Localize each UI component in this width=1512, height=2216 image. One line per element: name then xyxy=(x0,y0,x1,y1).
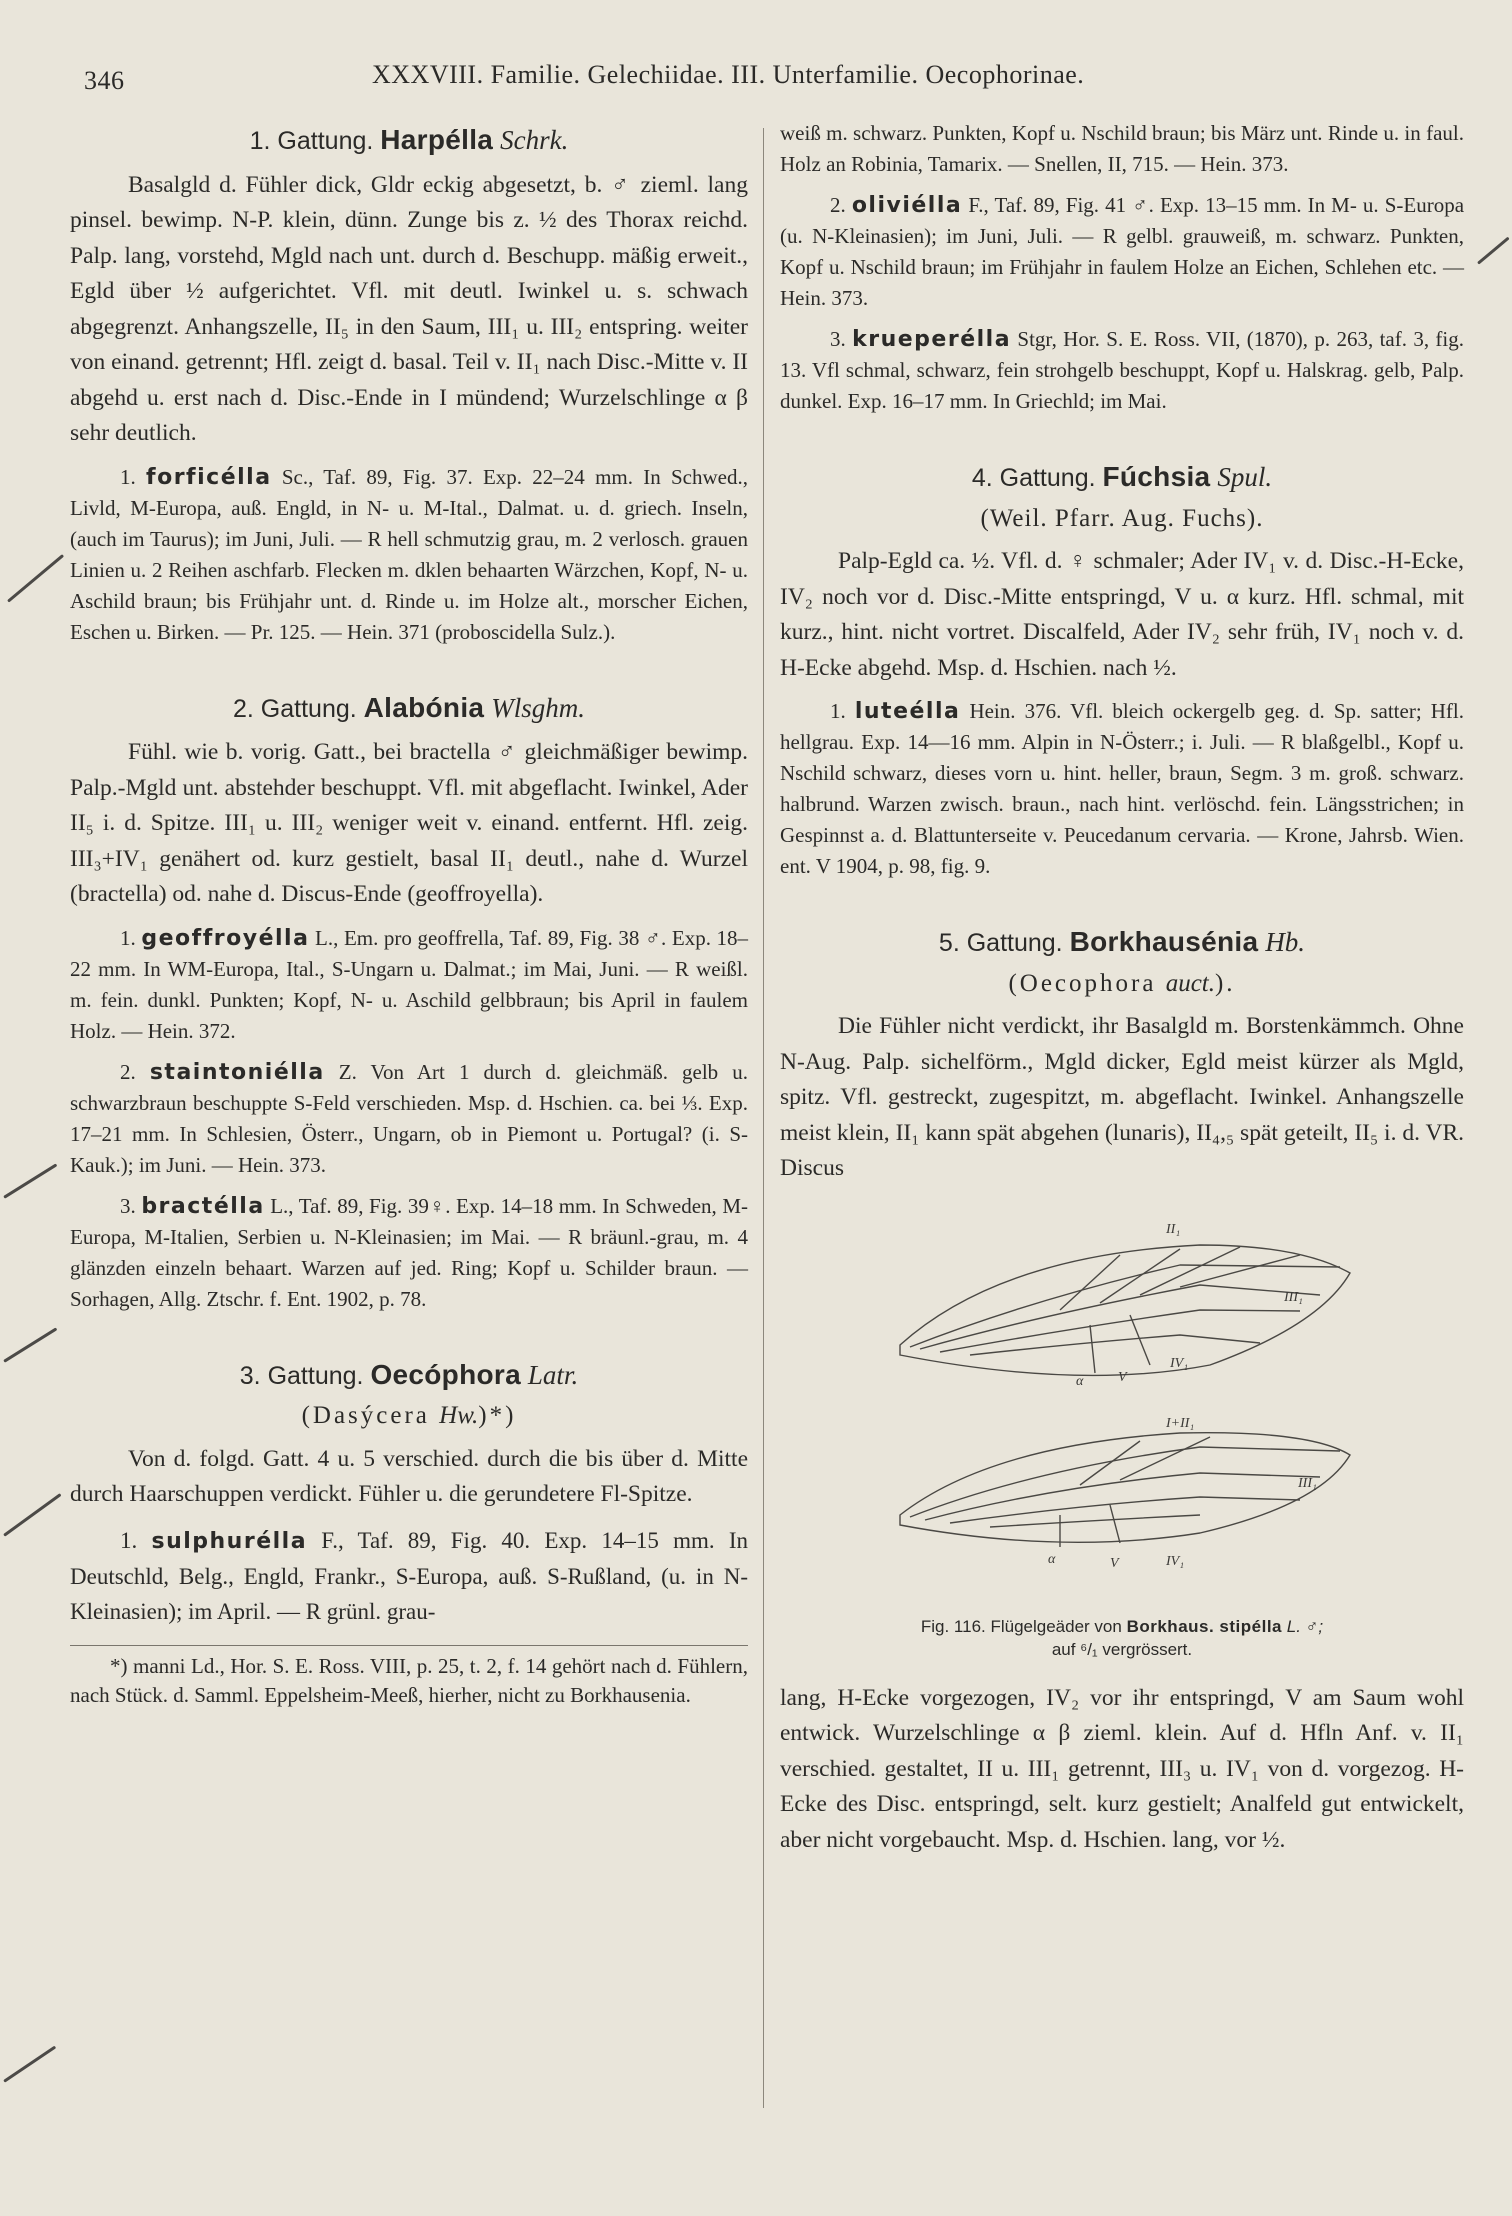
species-entry xyxy=(70,1523,748,1629)
caption-species: Borkhaus. stipélla xyxy=(1126,1616,1283,1636)
genus-number: 3. Gattung. xyxy=(239,1361,364,1390)
right-column xyxy=(780,118,1464,1858)
genus-name: Oecóphora xyxy=(370,1358,521,1390)
figure-caption xyxy=(780,1615,1464,1661)
vein-label: V xyxy=(1110,1555,1119,1571)
vein-label: III₁ xyxy=(1298,1475,1317,1491)
genus-author: Latr. xyxy=(527,1359,579,1390)
genus-name: Alabónia xyxy=(363,691,485,723)
synonym-close: )*) xyxy=(478,1402,517,1429)
species-number: 3. xyxy=(830,327,846,351)
genus-author: Wlsghm. xyxy=(491,692,585,723)
species-number: 1. xyxy=(120,1527,138,1553)
species-name: bractélla xyxy=(141,1193,265,1219)
caption-magnification: auf ⁶/₁ vergrössert. xyxy=(1051,1639,1193,1659)
synonym-author: Hw. xyxy=(439,1402,479,1429)
subtitle-author: auct. xyxy=(1165,969,1215,997)
genus-description: Basalgld d. Fühler dick, Gldr eckig abgesetzt, b. ♂ zieml. lang pinsel. bewimp. N-P. klein, dünn. Zunge bis z. ½ des Thorax reichd. Palp. lang, vorstehd, Mgld nach unt. durch d. Beschupp. mäßig erweit., Egld über ½ aufgerichtet. Vfl. mit deutl. Iwinkel u. s. schwach abgegrenzt. Anhangszelle, II₅ in den Saum, III₁ u. III₂ entspring. weiter von einand. getrennt; Hfl. zeigt d. basal. Teil v. II₁ nach Disc.-Mitte v. II abgehd u. erst nach d. Disc.-Ende in I mündend; Wurzelschlinge α β sehr deutlich. xyxy=(70,171,748,446)
species-name: forficélla xyxy=(146,464,272,490)
wing-venation-drawing xyxy=(880,1215,1380,1597)
species-name: staintoniélla xyxy=(149,1059,325,1085)
vein-label: IV₁ xyxy=(1170,1355,1189,1371)
species-name: sulphurélla xyxy=(151,1528,308,1554)
species-entry xyxy=(70,1057,748,1181)
genus-subtitle xyxy=(780,966,1464,1002)
genus-number: 5. Gattung. xyxy=(938,929,1063,957)
species-text: F., Taf. 89, Fig. 41 ♂. Exp. 13–15 mm. In M- u. S-Europa (u. N-Kleinasien); im Juni, Juli. — R gelbl. grauweiß, m. schwarz. Punkten, Kopf u. Nschild braun; im Frühjahr in faulem Holze an Eichen, Schlehen etc. — Hein. 373. xyxy=(780,193,1465,310)
genus-author: Spul. xyxy=(1217,462,1273,492)
species-text: Sc., Taf. 89, Fig. 37. Exp. 22–24 mm. In Schwed., Livld, M-Europa, auß. Engld, in N- u. M-Ital., Dalmat. u. d. griech. Inseln, (auch im Taurus); im Juni, Juli. — R hell schmutzig grau, m. 2 verlosch. grauen Linien u. 2 Reihen aschfarb. Flecken m. dklen behaarten Wärzchen, Kopf, N- u. Aschild braun; bis Frühjahr unt. d. Rinde u. im Holze alt., morscher Eichen, Eschen u. Birken. — Pr. 125. — Hein. 371 (proboscidella Sulz.). xyxy=(70,464,748,644)
species-text: F., Taf. 89, Fig. 40. Exp. 14–15 mm. In Deutschld, Belg., Engld, Frankr., S-Europa, auß. S-Rußland, (u. in N-Kleinasien); im April. — R grünl. grau- xyxy=(70,1527,749,1624)
species-entry xyxy=(70,462,748,648)
left-column xyxy=(70,118,748,1710)
species-entry xyxy=(70,923,748,1047)
genus-description: Fühl. wie b. vorig. Gatt., bei bractella ♂ gleichmäßiger bewimp. Palp.-Mgld unt. abstehder beschuppt. Vfl. mit abgeflacht. Iwinkel, Ader II₅ i. d. Spitze. III₁ u. III₂ weniger weit v. einand. entfernt. Hfl. zeig. III₃+IV₁ genähert od. kurz gestielt, basal II₁ deutl., nahe d. Wurzel (bractella) od. nahe d. Discus-Ende (geoffroyella). xyxy=(70,739,748,907)
species-number: 1. xyxy=(120,464,136,489)
genus-description: Von d. folgd. Gatt. 4 u. 5 verschied. durch die bis über d. Mitte durch Haarschuppen verdickt. Fühler u. die gerundetere Fl-Spitze. xyxy=(70,1445,748,1507)
genus-name: Fúchsia xyxy=(1102,461,1211,492)
vein-label: I+II₁ xyxy=(1166,1415,1195,1431)
column-divider xyxy=(763,128,764,2108)
page-number: 346 xyxy=(84,66,125,95)
species-entry xyxy=(780,324,1464,417)
genus-description: Die Fühler nicht verdickt, ihr Basalgld m. Borstenkämmch. Ohne N-Aug. Palp. sichelförm., Mgld dicker, Egld meist kürzer als Mgld, spitz. Vfl. gestreckt, zugespitzt, m. abgeflacht. Iwinkel. Anhangszelle meist klein, II₁ kann spät abgehen (lunaris), II₄,₅ spät geteilt, II₅ i. d. VR. Discus xyxy=(780,1013,1464,1181)
species-number: 2. xyxy=(830,193,846,217)
species-number: 1. xyxy=(830,699,846,723)
vein-label: α xyxy=(1076,1373,1084,1389)
wing-venation-figure xyxy=(780,1215,1464,1597)
pencil-mark xyxy=(3,1493,61,1537)
species-number: 3. xyxy=(120,1193,136,1218)
genus-author: Schrk. xyxy=(500,125,569,155)
vein-label: α xyxy=(1048,1551,1056,1567)
genus-synonym xyxy=(70,1398,748,1434)
running-title: XXXVIII. Familie. Gelechiidae. III. Unterfamilie. Oecophorinae. xyxy=(372,60,1085,89)
genus-description: Palp-Egld ca. ½. Vfl. d. ♀ schmaler; Ader IV₁ v. d. Disc.-H-Ecke, IV₂ noch vor d. Disc.-Mitte entspringd, V u. α kurz. Hfl. schmal, mit kurz., hint. nicht vortret. Discalfeld, Ader IV₂ sehr früh, IV₁ noch v. d. H-Ecke abgehd. Msp. d. Hschien. nach ½. xyxy=(780,548,1464,681)
pencil-mark xyxy=(3,1327,57,1362)
species-text: L., Taf. 89, Fig. 39♀. Exp. 14–18 mm. In Schweden, M-Europa, M-Italien, Serbien u. N-Kleinasien; im Mai. — R bräunl.-grau, m. 4 glänzden einzeln behaart. Warzen auf jed. Ring; Kopf u. Schilder braun. — Sorhagen, Allg. Ztschr. f. Ent. 1902, p. 78. xyxy=(70,1193,749,1311)
vein-label: II₁ xyxy=(1166,1221,1181,1237)
species-text: Stgr, Hor. S. E. Ross. VII, (1870), p. 263, taf. 3, fig. 13. Vfl schmal, schwarz, fein strohgelb beschuppt, Kopf u. Halskrag. gelb, Palp. dunkel. Exp. 16–17 mm. In Griechld; im Mai. xyxy=(780,327,1465,413)
genus-author: Hb. xyxy=(1265,927,1306,957)
subtitle-close: ). xyxy=(1214,969,1236,997)
pencil-mark xyxy=(3,2046,56,2083)
genus-name: Harpélla xyxy=(380,124,494,155)
genus-heading xyxy=(70,122,748,160)
species-name: luteélla xyxy=(854,699,961,724)
species-text: Z. Von Art 1 durch d. gleichmäß. gelb u. schwarzbraun beschuppte S-Feld verschieden. Msp. d. Hschien. ca. bei ⅓. Exp. 17–21 mm. In Schlesien, Österr., Ungarn, ob in Piemont u. Portugal? (i. S-Kauk.); im Juni. — Hein. 373. xyxy=(70,1059,749,1177)
genus-name: Borkhausénia xyxy=(1069,926,1259,957)
genus-subtitle: (Weil. Pfarr. Aug. Fuchs). xyxy=(980,504,1264,532)
genus-heading xyxy=(780,459,1464,497)
species-entry xyxy=(780,190,1464,314)
species-text: L., Em. pro geoffrella, Taf. 89, Fig. 38 ♂. Exp. 18–22 mm. In WM-Europa, Ital., S-Ungarn u. Dalmat.; im Mai, Juni. — R weißl. m. fein. dunkl. Punkten; Kopf, N- u. Aschild gelbbraun; bis April in faulem Holz. — Hein. 372. xyxy=(70,925,749,1043)
species-name: krueperélla xyxy=(852,327,1012,352)
species-text: Hein. 376. Vfl. bleich ockergelb geg. d. Sp. satter; Hfl. hellgrau. Exp. 14—16 mm. Alpin in N-Österr.; i. Juli. — R blaßgelbl., Kopf u. Nschild schwarz, dieses vorn u. hint. heller, braun, Segm. 3 m. groß. schwarz. halbrund. Warzen zwisch. braun., nach hint. verlöschd. fein. Längsstrichen; in Gespinnst a. d. Blattunterseite v. Peucedanum cervaria. — Krone, Jahrsb. Wien. ent. V 1904, p. 98, fig. 9. xyxy=(780,699,1464,878)
pencil-mark xyxy=(1477,237,1510,265)
genus-number: 1. Gattung. xyxy=(249,127,374,155)
subtitle-name: (Oecophora xyxy=(1008,969,1157,997)
pencil-mark xyxy=(3,1163,57,1198)
species-name: oliviélla xyxy=(851,193,963,218)
genus-heading xyxy=(780,924,1464,962)
species-continuation: weiß m. schwarz. Punkten, Kopf u. Nschild braun; bis März unt. Rinde u. in faul. Holz an Robinia, Tamarix. — Snellen, II, 715. — Hein. 373. xyxy=(780,121,1464,176)
species-entry xyxy=(70,1191,748,1315)
footnote: *) manni Ld., Hor. S. E. Ross. VIII, p. 25, t. 2, f. 14 gehört nach d. Fühlern, nach Stück. d. Samml. Eppelsheim-Meeß, hierher, nicht zu Borkhausenia. xyxy=(70,1645,748,1710)
caption-author: L. ♂; xyxy=(1286,1616,1324,1636)
genus-heading xyxy=(70,1357,748,1395)
genus-description-continued: lang, H-Ecke vorgezogen, IV₂ vor ihr entspringd, V am Saum wohl entwick. Wurzelschlinge α β zieml. klein. Auf d. Hfln Anf. v. II₁ verschied. gestaltet, II u. III₁ getrennt, III₃ u. IV₁ von d. vorgezog. H-Ecke des Disc. entspringd, selt. kurz gestielt; Analfeld gut entwickelt, aber nicht vorgebaucht. Msp. d. Hschien. lang, vor ½. xyxy=(780,1684,1464,1853)
species-number: 1. xyxy=(120,925,136,950)
species-entry xyxy=(780,696,1464,882)
species-number: 2. xyxy=(120,1059,136,1084)
pencil-mark xyxy=(7,554,64,603)
genus-number: 2. Gattung. xyxy=(233,694,357,723)
species-name: geoffroyélla xyxy=(141,925,310,951)
vein-label: V xyxy=(1118,1369,1127,1385)
synonym-name: (Dasýcera xyxy=(301,1402,430,1429)
genus-heading xyxy=(70,690,748,728)
vein-label: III₁ xyxy=(1284,1289,1303,1305)
genus-number: 4. Gattung. xyxy=(971,464,1096,492)
caption-text: Fig. 116. Flügelgeäder von xyxy=(920,1616,1122,1636)
vein-label: IV₁ xyxy=(1166,1553,1185,1569)
